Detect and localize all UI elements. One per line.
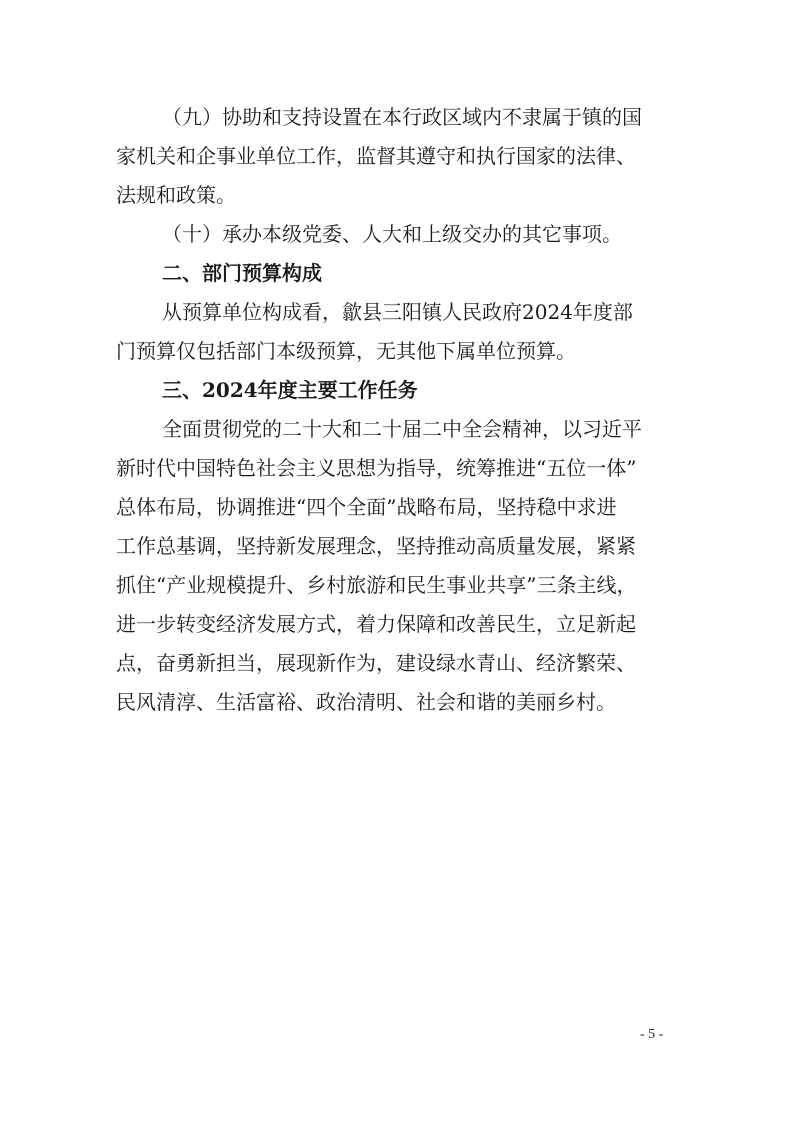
section-3-line-1: 全面贯彻党的二十大和二十届二中全会精神，以习近平 (162, 417, 642, 441)
section-2-line-2: 门预算仅包括部门本级预算，无其他下属单位预算。 (116, 339, 576, 363)
section-3-line-4: 工作总基调，坚持新发展理念，坚持推动高质量发展，紧紧 (116, 534, 636, 558)
document-body (116, 98, 682, 722)
item-9-line-1: （九）协助和支持设置在本行政区域内不隶属于镇的国 (162, 105, 642, 129)
section-3-line-7: 点，奋勇新担当，展现新作为，建设绿水青山、经济繁荣、 (116, 651, 636, 675)
item-9-line-2: 家机关和企事业单位工作，监督其遵守和执行国家的法律、 (116, 144, 636, 168)
section-3-line-3: 总体布局，协调推进“四个全面”战略布局，坚持稳中求进 (116, 495, 617, 519)
section-3-heading: 三、2024年度主要工作任务 (162, 378, 418, 402)
section-3-line-8: 民风清淳、生活富裕、政治清明、社会和谐的美丽乡村。 (116, 690, 616, 714)
page-number: - 5 - (640, 1027, 664, 1042)
item-10-line: （十）承办本级党委、人大和上级交办的其它事项。 (162, 222, 622, 246)
section-3-line-5: 抓住“产业规模提升、乡村旅游和民生事业共享”三条主线， (116, 573, 637, 597)
section-3-line-6: 进一步转变经济发展方式，着力保障和改善民生，立足新起 (116, 612, 636, 636)
item-9-line-3: 法规和政策。 (116, 183, 236, 207)
section-2-heading: 二、部门预算构成 (162, 261, 322, 285)
section-2-line-1: 从预算单位构成看，歙县三阳镇人民政府2024年度部 (162, 300, 633, 324)
section-3-line-2: 新时代中国特色社会主义思想为指导，统筹推进“五位一体” (116, 456, 637, 480)
